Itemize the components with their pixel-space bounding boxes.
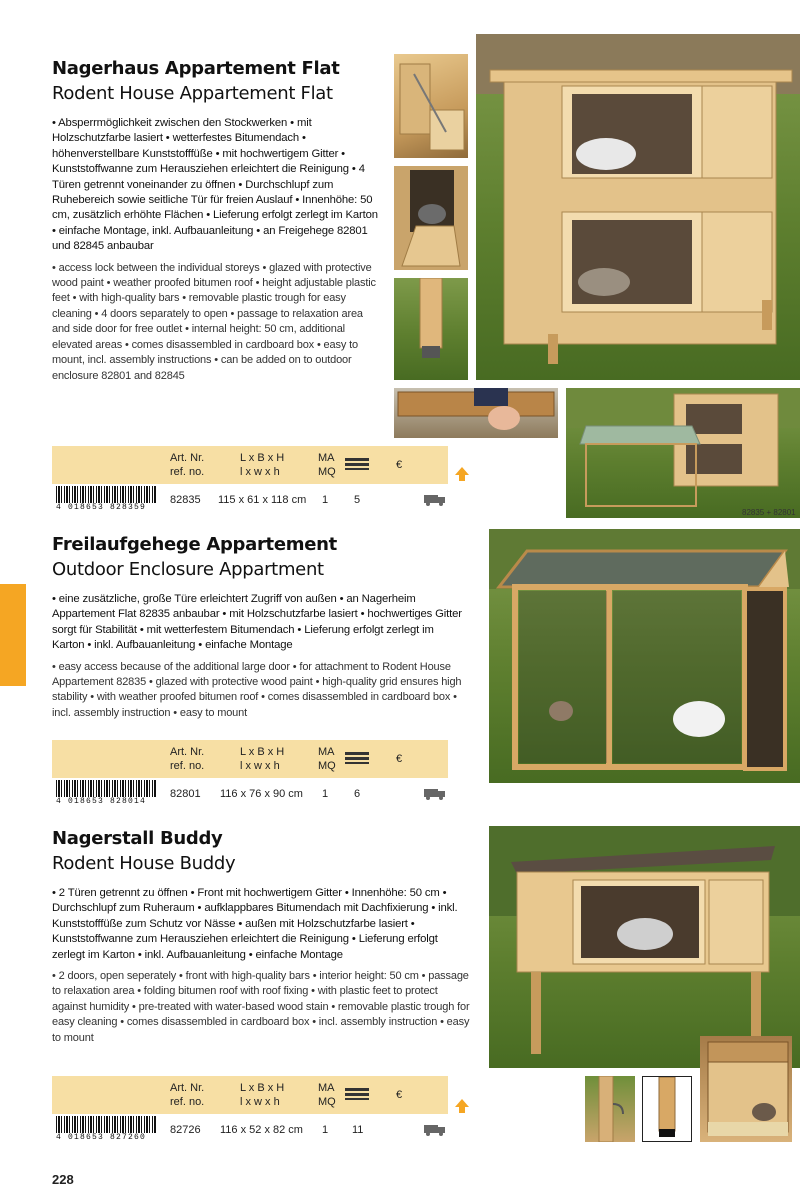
product-title-de: Nagerstall Buddy [52,828,223,849]
pallet-icon [344,1087,370,1105]
barcode: 4 018653 828014 [56,780,156,806]
order-table-82835 [52,446,448,514]
product-text-en: • 2 doors, open seperately • front with high-quality bars • interior height: 50 cm • passage to relaxation area • folding bitumen roof with roof fixing • with plastic feet to protect against humidity • pre-treated with water-based wood stain • removable plastic trough for easy cleaning • comes disassembled in cardboard box • incl. assembly instruction • easy to mount [52,970,470,1044]
lbh-label: L x B x H [240,452,285,464]
lbh-label: L x B x H [240,1082,285,1094]
dims-value: 115 x 61 x 118 cm [218,494,307,506]
ref-no-label: ref. no. [170,760,205,772]
product-section-enclosure [52,534,472,721]
order-header [52,446,448,484]
photo-detail-hook [585,1076,635,1142]
dims-value: 116 x 76 x 90 cm [220,788,303,800]
lbh-label: L x B x H [240,746,285,758]
product-title-en: Rodent House Buddy [52,853,236,874]
combo-caption: 82835 + 82801 [742,508,796,517]
order-header [52,740,448,778]
up-arrow-icon [454,1098,470,1114]
art-nr-value: 82835 [170,494,201,506]
mq-label: MQ [318,466,336,478]
photo-drawer-hand [394,388,558,438]
barcode: 4 018653 827260 [56,1116,156,1142]
photo-detail-lock [394,54,468,158]
section-tab-marker [0,584,26,686]
currency-label: € [396,459,403,471]
mq-value: 5 [354,494,361,506]
photo-detail-foot [642,1076,692,1142]
pallet-icon [344,457,370,475]
order-row [52,778,448,808]
art-nr-label: Art. Nr. [170,746,205,758]
lwh-label: l x w x h [240,1096,280,1108]
photo-detail-foot [394,278,468,380]
order-table-82801 [52,740,448,808]
page-number: 228 [52,1172,74,1187]
truck-icon [424,1124,446,1136]
product-title-en: Outdoor Enclosure Appartment [52,559,324,580]
product-text-de: • 2 Türen getrennt zu öffnen • Front mit hochwertigem Gitter • Innenhöhe: 50 cm • Durchschlupf zum Ruheraum • aufklappbares Bitumendach mit Dachfixierung • inkl. Kunststofffüße zum Schutz vor Nässe • außen mit Holzschutzfarbe lasiert • Kunststoffwanne zum Herausziehen erleichtert die Reinigung • Lieferung erfolgt zerlegt im Karton • inkl. Aufbauanleitung • einfache Montage [52,887,458,961]
mq-label: MQ [318,760,336,772]
order-header [52,1076,448,1114]
order-row [52,484,448,514]
product-text-en: • easy access because of the additional large door • for attachment to Rodent House Appartement 82835 • glazed with protective wood paint • high-quality grid ensures high stability • with weather proofed bitumen roof • comes disassembled in cardboard box • incl. assembly instruction • easy to mount [52,660,462,719]
art-nr-label: Art. Nr. [170,1082,205,1094]
mq-value: 11 [352,1124,364,1136]
product-title-de: Freilaufgehege Appartement [52,534,337,555]
photo-combo-82835-82801 [566,388,800,518]
ma-value: 1 [322,494,329,506]
barcode: 4 018653 828359 [56,486,156,512]
ma-value: 1 [322,1124,329,1136]
photo-appartement-flat [476,34,800,380]
currency-label: € [396,753,403,765]
order-table-82726 [52,1076,448,1144]
mq-label: MQ [318,1096,336,1108]
ref-no-label: ref. no. [170,1096,205,1108]
ref-no-label: ref. no. [170,466,205,478]
product-section-buddy [52,828,472,1046]
currency-label: € [396,1089,403,1101]
mq-value: 6 [354,788,361,800]
ma-label: MA [318,746,335,758]
product-title-en: Rodent House Appartement Flat [52,83,333,104]
pallet-icon [344,751,370,769]
ma-label: MA [318,1082,335,1094]
up-arrow-icon [454,466,470,482]
product-text-de: • eine zusätzliche, große Türe erleichtert Zugriff von außen • an Nagerheim Appartement Flat 82835 anbaubar • mit Holzschutzfarbe lasiert • hochwertiges Gitter sorgt für Stabilität • mit wetterfestem Bitumendach • Lieferung erfolgt zerlegt im Karton • inkl. Aufbauanleitung • einfache Montage [52,593,462,652]
product-title-de: Nagerhaus Appartement Flat [52,58,340,79]
photo-rodent-house-buddy [489,826,800,1068]
truck-icon [424,788,446,800]
order-row [52,1114,448,1144]
ma-label: MA [318,452,335,464]
art-nr-value: 82726 [170,1124,201,1136]
ma-value: 1 [322,788,329,800]
photo-detail-sleeping-area [700,1036,792,1142]
product-text-de: • Absperrmöglichkeit zwischen den Stockwerken • mit Holzschutzfarbe lasiert • wetterfestes Bitumendach • höhenverstellbare Kunststofffüße • mit hochwertigem Gitter • Kunststoffwanne zum Herausziehen erleichtert die Reinigung • 4 Türen getrennt voneinander zu öffnen • Durchschlupf zum Ruhebereich sowie seitliche Tür für freien Auslauf • Innenhöhe: 50 cm, zusätzlich erhöhte Flächen • Lieferung erfolgt zerlegt im Karton • einfache Montage, inkl. Aufbauanleitung • an Freigehege 82801 und 82845 anbaubar [52,117,378,253]
photo-detail-passage [394,166,468,270]
truck-icon [424,494,446,506]
product-text-en: • access lock between the individual storeys • glazed with protective wood paint • weather proofed bitumen roof • height adjustable plastic feet • with high-quality bars • removable plastic trough for easy cleaning • 4 doors separately to open • passage to relaxation area and side door for free outlet • internal height: 50 cm, additional elevated areas • comes disassembled in cardboard box • easy to mount, incl. assembly instructions • can be added on to outdoor enclosure 82801 and 82845 [52,261,376,382]
art-nr-value: 82801 [170,788,201,800]
art-nr-label: Art. Nr. [170,452,205,464]
photo-outdoor-enclosure [489,529,800,783]
lwh-label: l x w x h [240,760,280,772]
lwh-label: l x w x h [240,466,280,478]
dims-value: 116 x 52 x 82 cm [220,1124,303,1136]
